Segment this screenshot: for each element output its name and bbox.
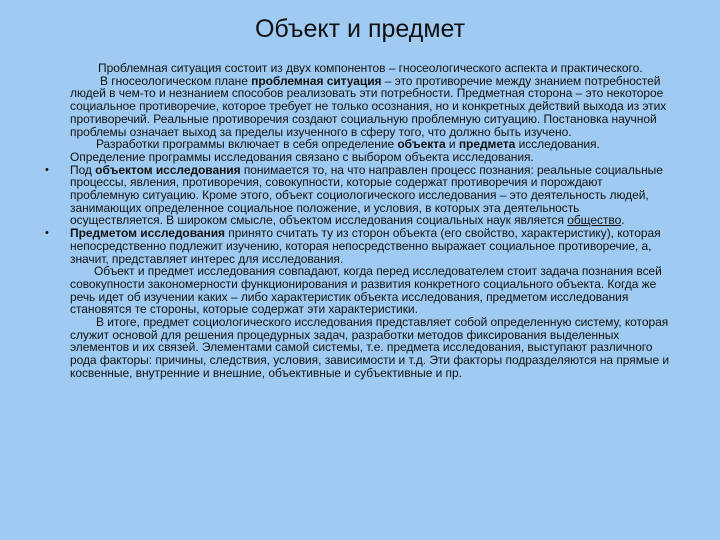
bold-term: объекта (397, 137, 446, 152)
paragraph-text: понимается то, на что направлен процесс познания: реальные социальные процессы, явления, противоречия, совокупности, которые содержат противоречия и порождают проблемную ситуацию. Кроме этого, объект социологического исследования – это деятельность людей, занимающих определенное социальное положение, и условия, в которых эта деятельность осуществляется. В широком смысле, объектом исследования социальных наук является (70, 162, 663, 228)
paragraph-text: Под (70, 162, 96, 177)
paragraph-text: исследования. Определение программы исследования связано с выбором объекта исследования. (70, 137, 600, 164)
paragraph-program-development (70, 138, 670, 163)
paragraph-text: принято считать ту из сторон объекта (его свойство, характеристику), которая непосредственно подлежит изучению, которая непосредственно выражает социальное противоречие, а, значит, представляет интерес для исследования. (70, 226, 661, 266)
bullet-marker: • (45, 163, 49, 176)
bold-term: объектом исследования (95, 162, 241, 177)
paragraph-text: и (445, 137, 459, 152)
paragraph-text: Проблемная ситуация состоит из двух компонентов – гносеологического аспекта и практического. (98, 61, 643, 75)
paragraph-object-subject-coincide (70, 265, 670, 316)
bullet-marker: • (45, 227, 49, 240)
underlined-term: общество (567, 213, 622, 228)
paragraph-text: Разработки программы включает в себя определение (96, 137, 398, 152)
bullet-item-subject (45, 226, 670, 266)
paragraph-conclusion (70, 316, 670, 380)
paragraph-text: В итоге, предмет социологического исследования представляет собой определенную систему, которая служит основой для решения процедурных задач, разработки методов фиксирования выделенных элементов и их связей. Элементами самой системы, т.е. предмета исследования, выступают различного рода факторы: причины, следствия, условия, зависимости и т.д. Эти факторы подразделяются на прямые и косвенные, внутренние и внешние, объективные и субъективные и пр. (70, 315, 670, 380)
paragraph-text: – это противоречие между знанием потребностей людей в чем-то и незнанием способов реализовать эти потребности. Предметная сторона – это некоторое социальное противоречие, которое требует не только осознания, но и конкретных действий выхода из этих противоречий. Реальные противоречия создают социальную проблемную ситуацию. Постановка научной проблемы означает выход за пределы изученного в сферу того, что должно быть изучено. (70, 73, 667, 139)
slide-title: Объект и предмет (254, 15, 466, 43)
paragraph-text: Объект и предмет исследования совпадают, когда перед исследователем стоит задача познания всей совокупности закономерности функционирования и развития конкретного социального объекта. Когда же речь идет об изучении каких – либо характеристик объекта исследования, предметом исследования становятся те стороны, которые содержат эти характеристики. (70, 264, 662, 317)
paragraph-gnoseological-plan (70, 75, 670, 139)
bold-term: предмета (458, 137, 516, 152)
paragraph-text: В гносеологическом плане (100, 73, 252, 88)
paragraph-text: . (621, 213, 625, 228)
bold-term: Предметом исследования (70, 226, 225, 241)
bullet-item-object (45, 162, 670, 228)
bold-term: проблемная ситуация (251, 73, 382, 88)
slide-body (45, 61, 670, 380)
